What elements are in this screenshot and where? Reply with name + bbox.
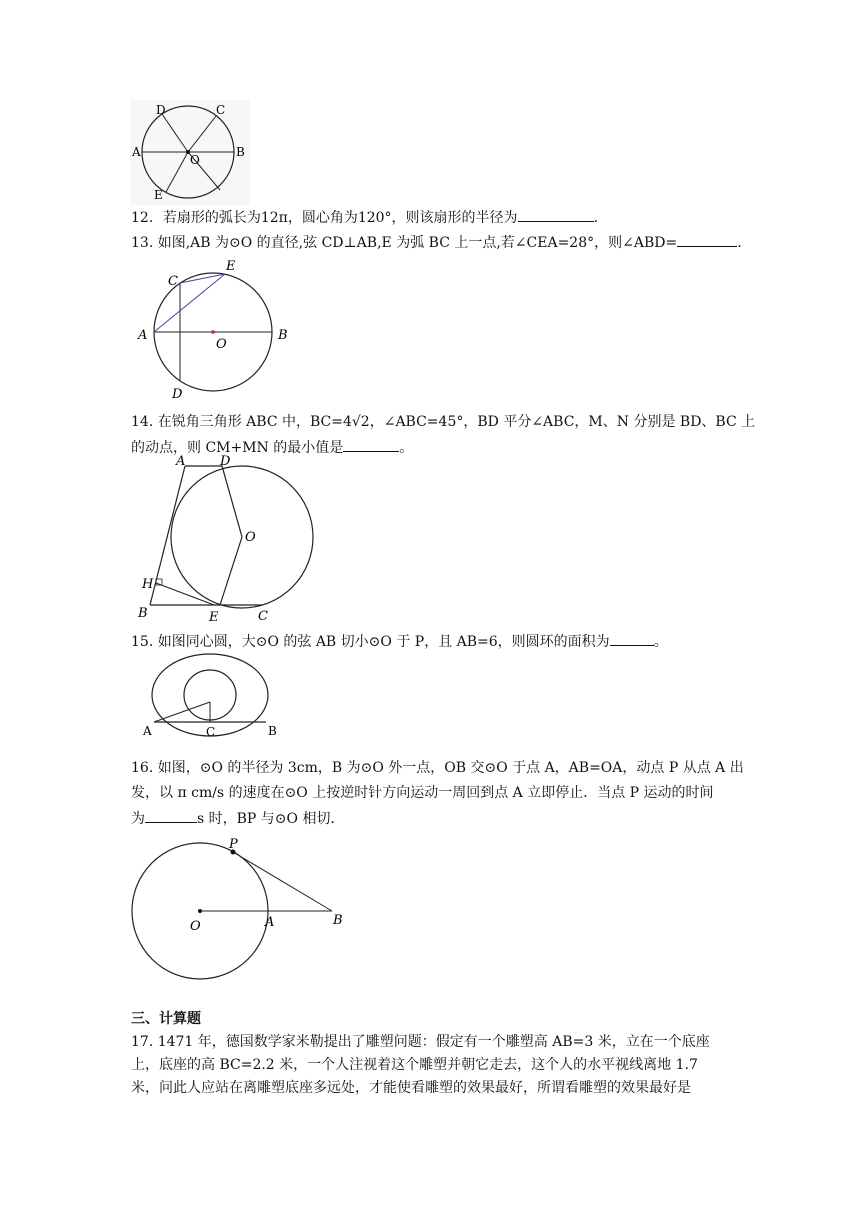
figure-q11-circle bbox=[130, 100, 250, 205]
label-O: O bbox=[245, 530, 256, 545]
question-17-line-2: 上，底座的高 BC=2.2 米，一个人注视着这个雕塑并朝它走去，这个人的水平视线离地 1.7 bbox=[131, 1057, 698, 1073]
label-D: D bbox=[172, 387, 183, 402]
label-B: B bbox=[138, 606, 148, 621]
label-P: P bbox=[229, 837, 238, 852]
label-B: B bbox=[236, 145, 245, 159]
figure-q15-concentric-circles bbox=[140, 650, 290, 740]
label-O: O bbox=[190, 153, 200, 167]
question-14-line-1: 14. 在锐角三角形 ABC 中，BC=4√2，∠ABC=45°，BD 平分∠ABC，M、N 分别是 BD、BC 上 bbox=[131, 414, 756, 430]
label-B: B bbox=[278, 328, 288, 343]
figure-q13-circle bbox=[130, 255, 300, 400]
question-14-line-2: 的动点，则 CM+MN 的最小值是 。 bbox=[131, 437, 413, 458]
label-O: O bbox=[216, 337, 227, 352]
question-17-line-3: 米，问此人应站在离雕塑底座多远处，才能使看雕塑的效果最好，所谓看雕塑的效果最好是 bbox=[131, 1080, 691, 1096]
label-E: E bbox=[154, 188, 163, 202]
label-E: E bbox=[209, 610, 219, 625]
answer-blank[interactable] bbox=[518, 207, 594, 222]
label-E: E bbox=[226, 259, 236, 274]
label-C: C bbox=[258, 609, 268, 624]
question-15: 15. 如图同心圆，大⊙O 的弦 AB 切小⊙O 于 P，且 AB=6，则圆环的面积为 。 bbox=[131, 631, 668, 652]
question-16-line-3: 为 s 时，BP 与⊙O 相切． bbox=[131, 808, 344, 829]
label-A: A bbox=[176, 454, 186, 469]
label-B: B bbox=[268, 724, 277, 738]
label-A: A bbox=[143, 724, 152, 738]
answer-blank[interactable] bbox=[610, 631, 654, 646]
answer-blank[interactable] bbox=[145, 808, 197, 823]
section-title: 三、计算题 bbox=[131, 1011, 201, 1027]
label-A: A bbox=[138, 328, 148, 343]
label-H: H bbox=[142, 577, 154, 592]
label-O: O bbox=[190, 919, 201, 934]
figure-q16-circle-tangent bbox=[132, 838, 352, 988]
figure-q14-triangle-circle bbox=[132, 455, 322, 627]
label-A: A bbox=[265, 915, 275, 930]
label-D: D bbox=[156, 103, 166, 117]
answer-blank[interactable] bbox=[343, 437, 399, 452]
label-C: C bbox=[168, 274, 178, 289]
answer-blank[interactable] bbox=[677, 232, 737, 247]
question-12: 12．若扇形的弧长为12π，圆心角为120°，则该扇形的半径为 . bbox=[131, 207, 598, 228]
question-13: 13. 如图,AB 为⊙O 的直径,弦 CD⊥AB,E 为弧 BC 上一点,若∠CEA=28°，则∠ABD= . bbox=[131, 232, 742, 253]
label-C: C bbox=[216, 103, 226, 117]
label-D: D bbox=[220, 454, 231, 469]
label-A: A bbox=[132, 145, 141, 159]
question-16-line-1: 16. 如图，⊙O 的半径为 3cm，B 为⊙O 外一点，OB 交⊙O 于点 A，AB=OA，动点 P 从点 A 出 bbox=[131, 760, 744, 776]
label-C: C bbox=[206, 725, 216, 739]
question-17-line-1: 17. 1471 年，德国数学家米勒提出了雕塑问题：假定有一个雕塑高 AB=3 米，立在一个底座 bbox=[131, 1034, 710, 1050]
label-B: B bbox=[333, 913, 343, 928]
question-16-line-2: 发，以 π cm/s 的速度在⊙O 上按逆时针方向运动一周回到点 A 立即停止．当点 P 运动的时间 bbox=[131, 785, 714, 801]
